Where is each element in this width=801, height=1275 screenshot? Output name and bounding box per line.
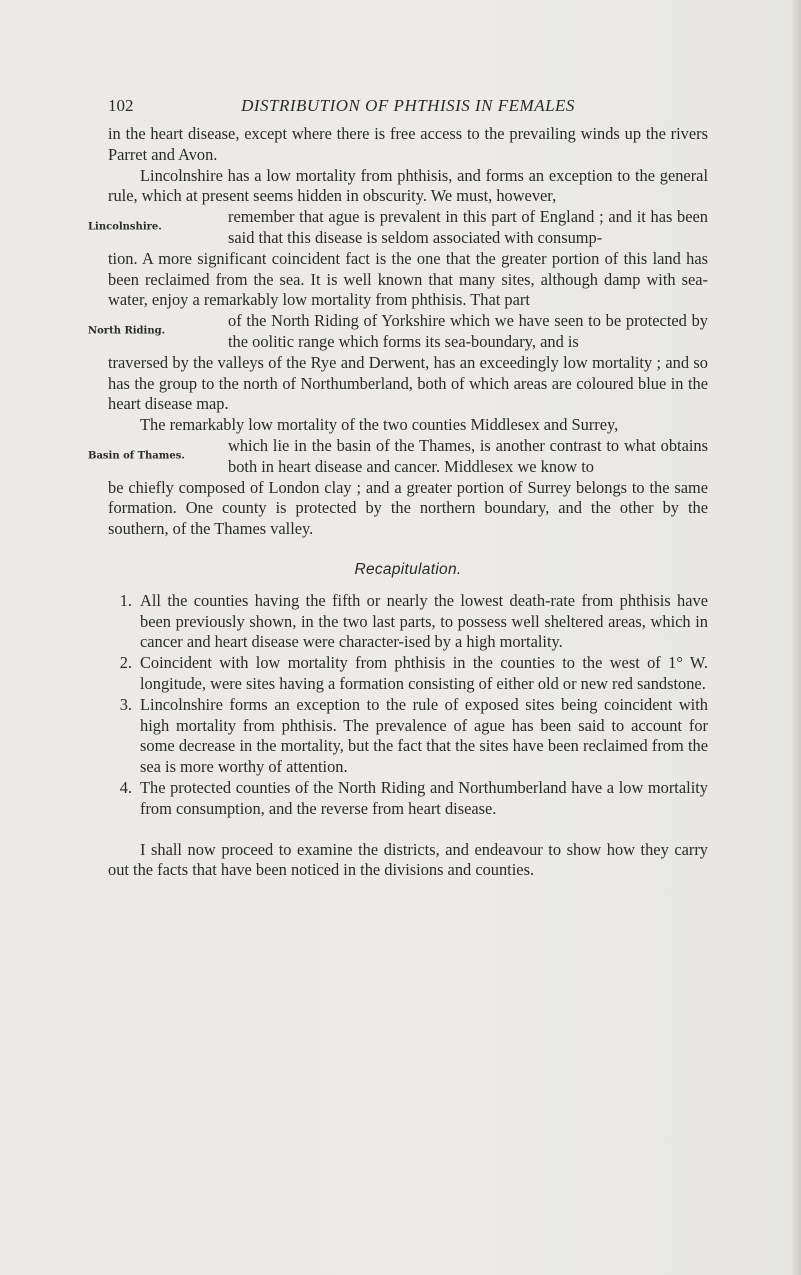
lincolnshire-block [88,207,708,249]
list-item-text: The protected counties of the North Riding and Northumberland have a low mortality from consumption, and the reverse from heart disease. [140,777,708,818]
margin-note-thames [88,436,228,478]
paragraph-2-wrapped-a: remember that ague is prevalent in this part of England ; and it has been said that this disease is seldom associated with consump- [228,207,708,247]
paragraph-2-middle: tion. A more significant coincident fact is the one that the greater portion of this land has been reclaimed from the sea. It is well known that many sites, although damp with sea-water, enjoy a remarkably low mortality from phthisis. That part [108,248,708,310]
closing-paragraph: I shall now proceed to examine the districts, and endeavour to show how they carry out the facts that have been noticed in the divisions and counties. [108,839,708,880]
list-item-number: 2. [119,653,132,673]
paragraph-2-start: Lincolnshire has a low mortality from phthisis, and forms an exception to the general rule, which at present seems hidden in obscurity. We must, however, [108,165,708,206]
paragraph-2-wrapped-b: of the North Riding of Yorkshire which we have seen to be protected by the oolitic range which forms its sea-boundary, and is [228,311,708,351]
list-item-number: 4. [119,777,132,797]
list-item-number: 1. [119,590,132,610]
margin-note-thames-text: Basin of Thames. [88,450,185,462]
margin-note-north-riding-text: North Riding. [88,325,166,337]
paragraph-1: in the heart disease, except where there is free access to the prevailing winds up the rivers Parret and Avon. [108,124,708,164]
body-text [88,124,708,881]
list-item [108,778,708,820]
paragraph-3-end: be chiefly composed of London clay ; and a greater portion of Surrey belongs to the same formation. One county is protected by the northern boundary, and the other by the southern, of the Thames valley. [108,477,708,539]
paragraph-2-end: traversed by the valleys of the Rye and Derwent, has an exceedingly low mortality ; and so has the group to the north of Northumberland, both of which areas are coloured blue in the heart disease map. [108,352,708,414]
recapitulation-heading: Recapitulation. [354,560,462,578]
paragraph-3-start: The remarkably low mortality of the two counties Middlesex and Surrey, [140,415,619,435]
list-item-text: Coincident with low mortality from phthisis in the counties to the west of 1° W. longitude, were sites having a formation consisting of either old or new red sandstone. [140,653,708,693]
list-item [108,695,708,778]
margin-note-north-riding [88,311,228,353]
list-item-number: 3. [119,694,132,714]
margin-note-lincolnshire [88,207,228,249]
list-item-text: Lincolnshire forms an exception to the rule of exposed sites being coincident with high mortality from phthisis. The prevalence of ague has been said to account for some decrease in the mortality, but the fact that the sites have been reclaimed from the sea is more worthy of attention. [140,694,708,777]
running-head: DISTRIBUTION OF PHTHISIS IN FEMALES [241,96,575,115]
margin-note-lincolnshire-text: Lincolnshire. [88,221,162,233]
page-edge-shadow [791,0,801,1275]
list-item [108,591,708,653]
thames-block [88,435,708,478]
recapitulation-list [108,591,708,820]
list-item-text: All the counties having the fifth or nearly the lowest death-rate from phthisis have been previously shown, in the two last parts, to possess well sheltered areas, which in cancer and heart disease were character-ised by a high mortality. [140,590,708,652]
page-number: 102 [108,96,134,115]
paragraph-3-wrapped: which lie in the basin of the Thames, is another contrast to what obtains both in heart disease and cancer. Middlesex we know to [228,435,708,476]
page-header [108,96,708,118]
list-item [108,653,708,695]
north-riding-block [88,311,708,353]
